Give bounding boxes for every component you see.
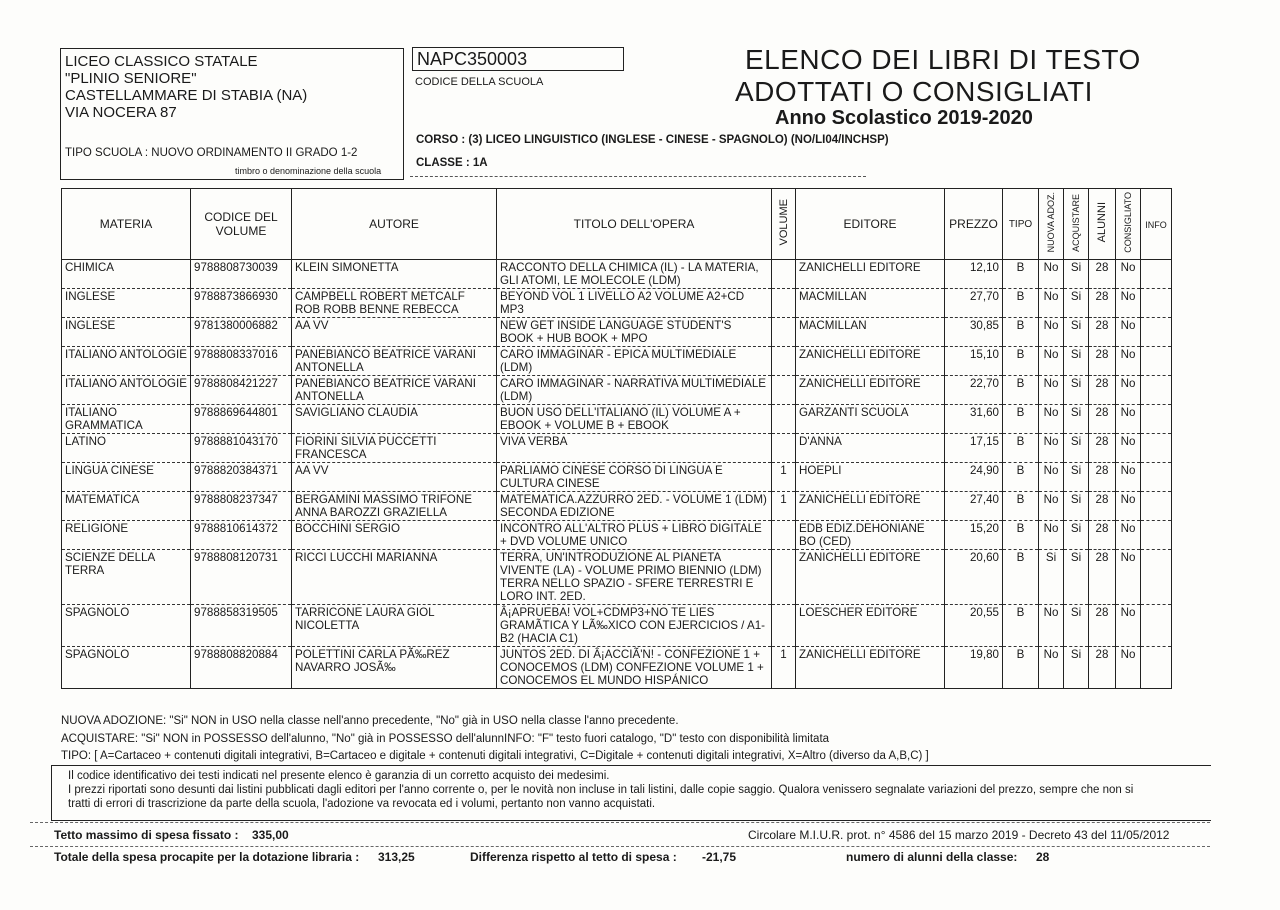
doc-title-line1: ELENCO DEI LIBRI DI TESTO [745, 44, 1141, 75]
table-row [62, 260, 1172, 289]
table-row [62, 550, 1172, 605]
col-alunni-label: ALUNNI [1096, 202, 1108, 243]
cell-acquistare: Si [1064, 550, 1089, 605]
table-row [62, 347, 1172, 376]
cell-volume [772, 260, 796, 289]
cell-tipo: B [1003, 463, 1039, 492]
col-info-label: INFO [1145, 219, 1167, 230]
cell-info [1141, 605, 1172, 647]
cell-acquistare: Si [1064, 647, 1089, 689]
cell-prezzo: 17,15 [945, 434, 1003, 463]
cell-consigliato: No [1116, 260, 1141, 289]
cell-volume [772, 318, 796, 347]
cell-info [1141, 347, 1172, 376]
cell-volume [772, 405, 796, 434]
col-consigliato [1116, 189, 1141, 260]
cell-consigliato: No [1116, 463, 1141, 492]
cell-volume: 1 [772, 647, 796, 689]
cell-titolo: JUNTOS 2ED. DI Â¡ACCIÃ'N! - CONFEZIONE 1 + CONOCEMOS (LDM) CONFEZIONE VOLUME 1 + CONOCEMOS EL MUNDO HISPÁNICO [497, 647, 772, 689]
cell-alunni: 28 [1089, 521, 1116, 550]
school-type: TIPO SCUOLA : NUOVO ORDINAMENTO II GRADO 1-2 [65, 147, 358, 159]
cell-autore: TARRICONE LAURA GIOL NICOLETTA [292, 605, 497, 647]
cell-codice: 9788808237347 [191, 492, 292, 521]
cell-titolo: RACCONTO DELLA CHIMICA (IL) - LA MATERIA, GLI ATOMI, LE MOLECOLE (LDM) [497, 260, 772, 289]
cell-prezzo: 30,85 [945, 318, 1003, 347]
cell-codice: 9788808120731 [191, 550, 292, 605]
cell-autore: POLETTINI CARLA PÃ‰REZ NAVARRO JOSÃ‰ [292, 647, 497, 689]
cell-codice: 9788881043170 [191, 434, 292, 463]
cell-prezzo: 15,20 [945, 521, 1003, 550]
table-row [62, 434, 1172, 463]
cell-info [1141, 550, 1172, 605]
budget-limit-label: Tetto massimo di spesa fissato : [54, 828, 239, 842]
table-row [62, 521, 1172, 550]
cell-acquistare: Si [1064, 376, 1089, 405]
cell-editore: ZANICHELLI EDITORE [796, 550, 945, 605]
cell-prezzo: 15,10 [945, 347, 1003, 376]
cell-materia: INGLESE [62, 289, 191, 318]
students-count-value: 28 [1036, 850, 1050, 864]
cell-editore: ZANICHELLI EDITORE [796, 260, 945, 289]
book-table [61, 188, 1172, 689]
cell-nuova: Si [1039, 550, 1064, 605]
col-acquistare-label: ACQUISTARE [1071, 193, 1081, 252]
cell-autore: RICCI LUCCHI MARIANNA [292, 550, 497, 605]
divider [410, 176, 866, 177]
cell-nuova: No [1039, 318, 1064, 347]
cell-acquistare: Si [1064, 492, 1089, 521]
circolare-ref: Circolare M.I.U.R. prot. n° 4586 del 15 marzo 2019 - Decreto 43 del 11/05/2012 [748, 828, 1170, 842]
cell-autore: KLEIN SIMONETTA [292, 260, 497, 289]
cell-autore: FIORINI SILVIA PUCCETTI FRANCESCA [292, 434, 497, 463]
col-autore: AUTORE [292, 189, 497, 260]
cell-volume [772, 289, 796, 318]
col-nuova [1039, 189, 1064, 260]
cell-consigliato: No [1116, 289, 1141, 318]
cell-nuova: No [1039, 289, 1064, 318]
cell-tipo: B [1003, 492, 1039, 521]
cell-tipo: B [1003, 318, 1039, 347]
cell-alunni: 28 [1089, 550, 1116, 605]
cell-consigliato: No [1116, 376, 1141, 405]
school-line: VIA NOCERA 87 [65, 104, 177, 121]
note-line: Il codice identificativo dei testi indicati nel presente elenco è garanzia di un corretto acquisto dei medesimi. [68, 770, 610, 782]
cell-prezzo: 19,80 [945, 647, 1003, 689]
cell-codice: 9788808421227 [191, 376, 292, 405]
cell-consigliato: No [1116, 347, 1141, 376]
cell-tipo: B [1003, 376, 1039, 405]
course-label: CORSO : (3) LICEO LINGUISTICO (INGLESE - CINESE - SPAGNOLO) (NO/LI04/INCHSP) [416, 134, 889, 146]
cell-info [1141, 521, 1172, 550]
difference-value: -21,75 [702, 850, 737, 864]
table-row [62, 647, 1172, 689]
cell-nuova: No [1039, 376, 1064, 405]
cell-materia: SPAGNOLO [62, 605, 191, 647]
difference-label: Differenza rispetto al tetto di spesa : [470, 850, 677, 864]
cell-materia: INGLESE [62, 318, 191, 347]
cell-autore: AA VV [292, 463, 497, 492]
cell-volume: 1 [772, 463, 796, 492]
legend-nuova: NUOVA ADOZIONE: "Si" NON in USO nella classe nell'anno precedente, "No" già in USO nella classe l'anno precedente. [61, 715, 679, 727]
cell-materia: CHIMICA [62, 260, 191, 289]
col-acquistare [1064, 189, 1089, 260]
cell-alunni: 28 [1089, 647, 1116, 689]
cell-tipo: B [1003, 405, 1039, 434]
col-alunni [1089, 189, 1116, 260]
cell-volume: 1 [772, 492, 796, 521]
cell-info [1141, 289, 1172, 318]
cell-editore: ZANICHELLI EDITORE [796, 347, 945, 376]
cell-nuova: No [1039, 260, 1064, 289]
cell-nuova: No [1039, 434, 1064, 463]
cell-editore: HOEPLI [796, 463, 945, 492]
school-line: CASTELLAMMARE DI STABIA (NA) [65, 87, 308, 104]
cell-nuova: No [1039, 492, 1064, 521]
cell-titolo: MATEMATICA.AZZURRO 2ED. - VOLUME 1 (LDM) SECONDA EDIZIONE [497, 492, 772, 521]
cell-codice: 9781380006882 [191, 318, 292, 347]
cell-alunni: 28 [1089, 376, 1116, 405]
cell-consigliato: No [1116, 434, 1141, 463]
cell-tipo: B [1003, 434, 1039, 463]
cell-consigliato: No [1116, 550, 1141, 605]
col-materia: MATERIA [62, 189, 191, 260]
col-codice: CODICE DEL VOLUME [191, 189, 292, 260]
cell-titolo: BEYOND VOL 1 LIVELLO A2 VOLUME A2+CD MP3 [497, 289, 772, 318]
cell-alunni: 28 [1089, 463, 1116, 492]
table-row [62, 289, 1172, 318]
cell-info [1141, 260, 1172, 289]
cell-editore: D'ANNA [796, 434, 945, 463]
cell-nuova: No [1039, 647, 1064, 689]
col-volume [772, 189, 796, 260]
cell-materia: ITALIANO ANTOLOGIE [62, 347, 191, 376]
cell-tipo: B [1003, 605, 1039, 647]
cell-codice: 9788808337016 [191, 347, 292, 376]
cell-codice: 9788858319505 [191, 605, 292, 647]
cell-info [1141, 434, 1172, 463]
cell-titolo: PARLIAMO CINESE CORSO DI LINGUA E CULTURA CINESE [497, 463, 772, 492]
cell-materia: RELIGIONE [62, 521, 191, 550]
cell-materia: LINGUA CINESE [62, 463, 191, 492]
legend-acquistare: ACQUISTARE: "Si" NON in POSSESSO dell'alunno, "No" già in POSSESSO dell'alunnINFO: "F" testo fuori catalogo, "D" testo con disponibilità limitata [61, 733, 830, 745]
table-row [62, 605, 1172, 647]
cell-consigliato: No [1116, 647, 1141, 689]
cell-titolo: VIVA VERBA [497, 434, 772, 463]
school-code: NAPC350003 [412, 47, 624, 71]
cell-autore: BOCCHINI SERGIO [292, 521, 497, 550]
cell-editore: EDB EDIZ.DEHONIANE BO (CED) [796, 521, 945, 550]
cell-volume [772, 347, 796, 376]
cell-titolo: CARO IMMAGINAR - EPICA MULTIMEDIALE (LDM) [497, 347, 772, 376]
cell-codice: 9788820384371 [191, 463, 292, 492]
cell-acquistare: Si [1064, 289, 1089, 318]
cell-nuova: No [1039, 521, 1064, 550]
cell-prezzo: 12,10 [945, 260, 1003, 289]
cell-prezzo: 24,90 [945, 463, 1003, 492]
cell-alunni: 28 [1089, 260, 1116, 289]
cell-codice: 9788869644801 [191, 405, 292, 434]
cell-prezzo: 20,60 [945, 550, 1003, 605]
cell-titolo: CARO IMMAGINAR - NARRATIVA MULTIMEDIALE (LDM) [497, 376, 772, 405]
cell-alunni: 28 [1089, 492, 1116, 521]
school-name-lines [65, 53, 307, 121]
cell-info [1141, 318, 1172, 347]
col-info [1141, 189, 1172, 260]
cell-editore: LOESCHER EDITORE [796, 605, 945, 647]
cell-volume [772, 434, 796, 463]
cell-prezzo: 27,40 [945, 492, 1003, 521]
col-tipo [1003, 189, 1039, 260]
cell-autore: CAMPBELL ROBERT METCALF ROB ROBB BENNE REBECCA [292, 289, 497, 318]
cell-materia: SPAGNOLO [62, 647, 191, 689]
cell-info [1141, 647, 1172, 689]
budget-limit-value: 335,00 [252, 828, 289, 842]
cell-titolo: TERRA, UN'INTRODUZIONE AL PIANETA VIVENTE (LA) - VOLUME PRIMO BIENNIO (LDM) TERRA NELLO SPAZIO - SFERE TERRESTRI E LORO INT. 2ED. [497, 550, 772, 605]
cell-info [1141, 492, 1172, 521]
col-nuova-label: NUOVA ADOZ. [1046, 192, 1056, 253]
col-prezzo: PREZZO [945, 189, 1003, 260]
cell-acquistare: Si [1064, 405, 1089, 434]
cell-acquistare: Si [1064, 347, 1089, 376]
cell-acquistare: Si [1064, 605, 1089, 647]
cell-codice: 9788810614372 [191, 521, 292, 550]
cell-editore: ZANICHELLI EDITORE [796, 376, 945, 405]
col-editore: EDITORE [796, 189, 945, 260]
total-spend-value: 313,25 [378, 850, 415, 864]
cell-autore: PANEBIANCO BEATRICE VARANI ANTONELLA [292, 347, 497, 376]
cell-consigliato: No [1116, 521, 1141, 550]
table-header-row [62, 189, 1172, 260]
cell-editore: MACMILLAN [796, 318, 945, 347]
cell-acquistare: Si [1064, 434, 1089, 463]
cell-info [1141, 463, 1172, 492]
cell-materia: LATINO [62, 434, 191, 463]
cell-tipo: B [1003, 521, 1039, 550]
doc-title-line2: ADOTTATI O CONSIGLIATI [735, 76, 1093, 107]
cell-volume [772, 521, 796, 550]
cell-alunni: 28 [1089, 434, 1116, 463]
table-row [62, 405, 1172, 434]
divider [30, 822, 1210, 823]
school-year: Anno Scolastico 2019-2020 [775, 107, 1033, 129]
cell-prezzo: 31,60 [945, 405, 1003, 434]
cell-titolo: Â¡APRUEBA! VOL+CDMP3+NO TE LIES GRAMÃTICA Y LÃ‰XICO CON EJERCICIOS / A1-B2 (HACIA C1) [497, 605, 772, 647]
cell-tipo: B [1003, 347, 1039, 376]
divider [30, 846, 1210, 847]
cell-volume [772, 605, 796, 647]
cell-codice: 9788873866930 [191, 289, 292, 318]
cell-editore: ZANICHELLI EDITORE [796, 647, 945, 689]
cell-acquistare: Si [1064, 318, 1089, 347]
stamp-caption: timbro o denominazione della scuola [235, 166, 382, 176]
cell-alunni: 28 [1089, 318, 1116, 347]
cell-nuova: No [1039, 405, 1064, 434]
cell-editore: ZANICHELLI EDITORE [796, 492, 945, 521]
cell-codice: 9788808730039 [191, 260, 292, 289]
note-line: tratti di errori di trascrizione da parte della scuola, l'adozione va revocata ed i volumi, pertanto non vanno acquistati. [68, 798, 656, 810]
cell-alunni: 28 [1089, 605, 1116, 647]
cell-prezzo: 20,55 [945, 605, 1003, 647]
cell-tipo: B [1003, 289, 1039, 318]
col-consigliato-label: CONSIGLIATO [1123, 192, 1133, 253]
cell-acquistare: Si [1064, 260, 1089, 289]
cell-consigliato: No [1116, 405, 1141, 434]
cell-materia: MATEMATICA [62, 492, 191, 521]
cell-tipo: B [1003, 550, 1039, 605]
cell-prezzo: 27,70 [945, 289, 1003, 318]
cell-titolo: NEW GET INSIDE LANGUAGE STUDENT'S BOOK + HUB BOOK + MPO [497, 318, 772, 347]
cell-alunni: 28 [1089, 347, 1116, 376]
cell-alunni: 28 [1089, 405, 1116, 434]
cell-volume [772, 376, 796, 405]
cell-tipo: B [1003, 260, 1039, 289]
legend-tipo: TIPO: [ A=Cartaceo + contenuti digitali integrativi, B=Cartaceo e digitale + contenuti digitali integrativi, C=Digitale + contenuti digitali integrativi, X=Altro (diverso da A,B,C) ] [61, 750, 929, 762]
cell-autore: SAVIGLIANO CLAUDIA [292, 405, 497, 434]
cell-editore: GARZANTI SCUOLA [796, 405, 945, 434]
school-code-label: CODICE DELLA SCUOLA [415, 76, 544, 88]
cell-autore: BERGAMINI MASSIMO TRIFONE ANNA BAROZZI GRAZIELLA [292, 492, 497, 521]
cell-materia: ITALIANO GRAMMATICA [62, 405, 191, 434]
cell-info [1141, 376, 1172, 405]
total-spend-label: Totale della spesa procapite per la dotazione libraria : [54, 850, 360, 864]
cell-titolo: INCONTRO ALL'ALTRO PLUS + LIBRO DIGITALE + DVD VOLUME UNICO [497, 521, 772, 550]
class-label: CLASSE : 1A [416, 157, 488, 169]
col-titolo: TITOLO DELL'OPERA [497, 189, 772, 260]
cell-consigliato: No [1116, 492, 1141, 521]
cell-info [1141, 405, 1172, 434]
students-count-label: numero di alunni della classe: [846, 850, 1018, 864]
table-row [62, 318, 1172, 347]
cell-acquistare: Si [1064, 463, 1089, 492]
cell-prezzo: 22,70 [945, 376, 1003, 405]
cell-nuova: No [1039, 347, 1064, 376]
table-row [62, 376, 1172, 405]
school-stamp-box [60, 48, 404, 180]
cell-alunni: 28 [1089, 289, 1116, 318]
cell-consigliato: No [1116, 605, 1141, 647]
cell-nuova: No [1039, 605, 1064, 647]
school-line: "PLINIO SENIORE" [65, 70, 197, 87]
school-line: LICEO CLASSICO STATALE [65, 53, 258, 70]
col-volume-label: VOLUME [777, 199, 790, 246]
cell-codice: 9788808820884 [191, 647, 292, 689]
table-body [62, 260, 1172, 689]
cell-materia: SCIENZE DELLA TERRA [62, 550, 191, 605]
cell-consigliato: No [1116, 318, 1141, 347]
cell-editore: MACMILLAN [796, 289, 945, 318]
cell-autore: PANEBIANCO BEATRICE VARANI ANTONELLA [292, 376, 497, 405]
cell-tipo: B [1003, 647, 1039, 689]
cell-acquistare: Si [1064, 521, 1089, 550]
note-line: I prezzi riportati sono desunti dai listini pubblicati dagli editori per l'anno corrente o, per le novità non incluse in tali listini, dalle copie saggio. Qualora venissero segnalate variazioni del prezzo, sempre che non si [68, 784, 1134, 796]
cell-volume [772, 550, 796, 605]
table-row [62, 492, 1172, 521]
cell-nuova: No [1039, 463, 1064, 492]
table-row [62, 463, 1172, 492]
col-tipo-label: TIPO [1008, 219, 1033, 230]
cell-materia: ITALIANO ANTOLOGIE [62, 376, 191, 405]
cell-titolo: BUON USO DELL'ITALIANO (IL) VOLUME A + EBOOK + VOLUME B + EBOOK [497, 405, 772, 434]
cell-autore: AA VV [292, 318, 497, 347]
